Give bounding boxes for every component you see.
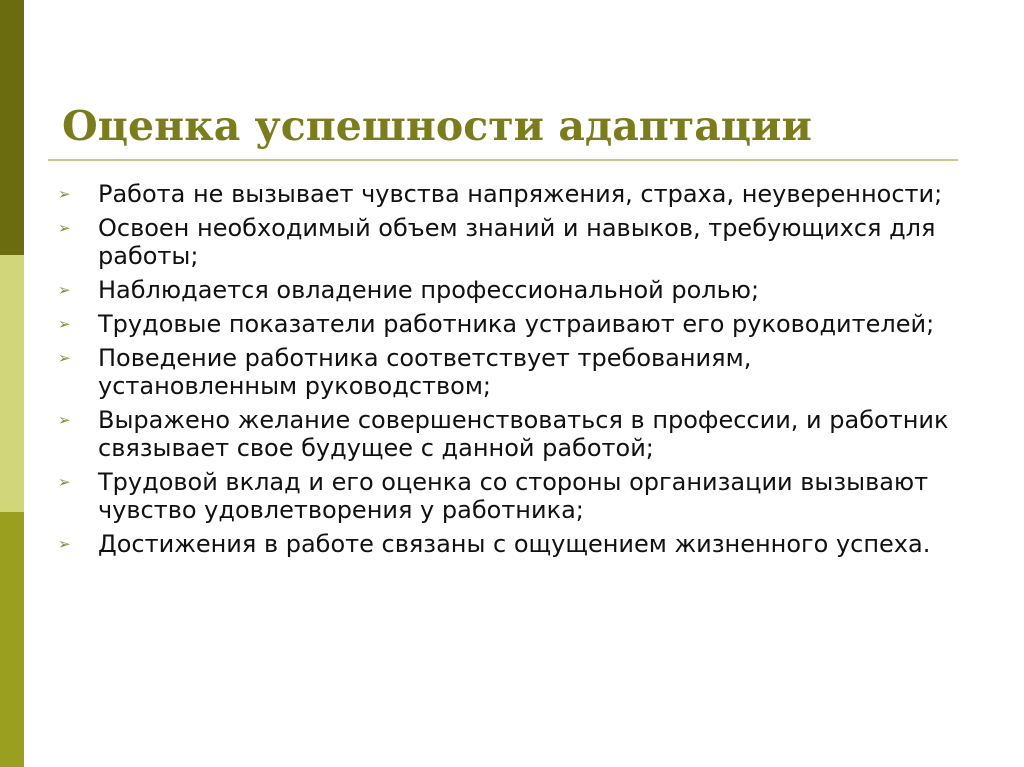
left-bar-top-segment [0,0,24,255]
bullet-text: Поведение работника соответствует требованиям, установленным руководством; [98,344,752,400]
arrow-bullet-icon: ➢ [58,219,71,237]
bullet-item [58,406,958,462]
bullet-text: Трудовой вклад и его оценка со стороны организации вызывают чувство удовлетворения у работника; [98,468,929,524]
left-decorative-bar [0,0,24,767]
bullet-text: Освоен необходимый объем знаний и навыков, требующихся для работы; [98,214,936,270]
bullet-text: Трудовые показатели работника устраивают его руководителей; [98,310,935,338]
bullet-item [58,468,958,524]
bullet-text: Наблюдается овладение профессиональной ролью; [98,276,760,304]
left-bar-middle-segment [0,255,24,512]
bullet-item [58,214,958,270]
arrow-bullet-icon: ➢ [58,349,71,367]
bullet-text: Выражено желание совершенствоваться в профессии, и работник связывает свое будущее с данной работой; [98,406,949,462]
left-bar-bottom-segment [0,512,24,767]
arrow-bullet-icon: ➢ [58,281,71,299]
slide-title: Оценка успешности адаптации [62,102,812,150]
arrow-bullet-icon: ➢ [58,473,71,491]
bullet-item [58,310,958,338]
bullet-item [58,530,958,558]
arrow-bullet-icon: ➢ [58,315,71,333]
bullet-item [58,276,958,304]
title-underline [48,159,958,161]
bullet-text: Достижения в работе связаны с ощущением жизненного успеха. [98,530,931,558]
arrow-bullet-icon: ➢ [58,411,71,429]
bullet-text: Работа не вызывает чувства напряжения, страха, неуверенности; [98,180,943,208]
arrow-bullet-icon: ➢ [58,185,71,203]
bullet-item [58,344,958,400]
bullet-list [58,180,958,564]
bullet-item [58,180,958,208]
arrow-bullet-icon: ➢ [58,535,71,553]
